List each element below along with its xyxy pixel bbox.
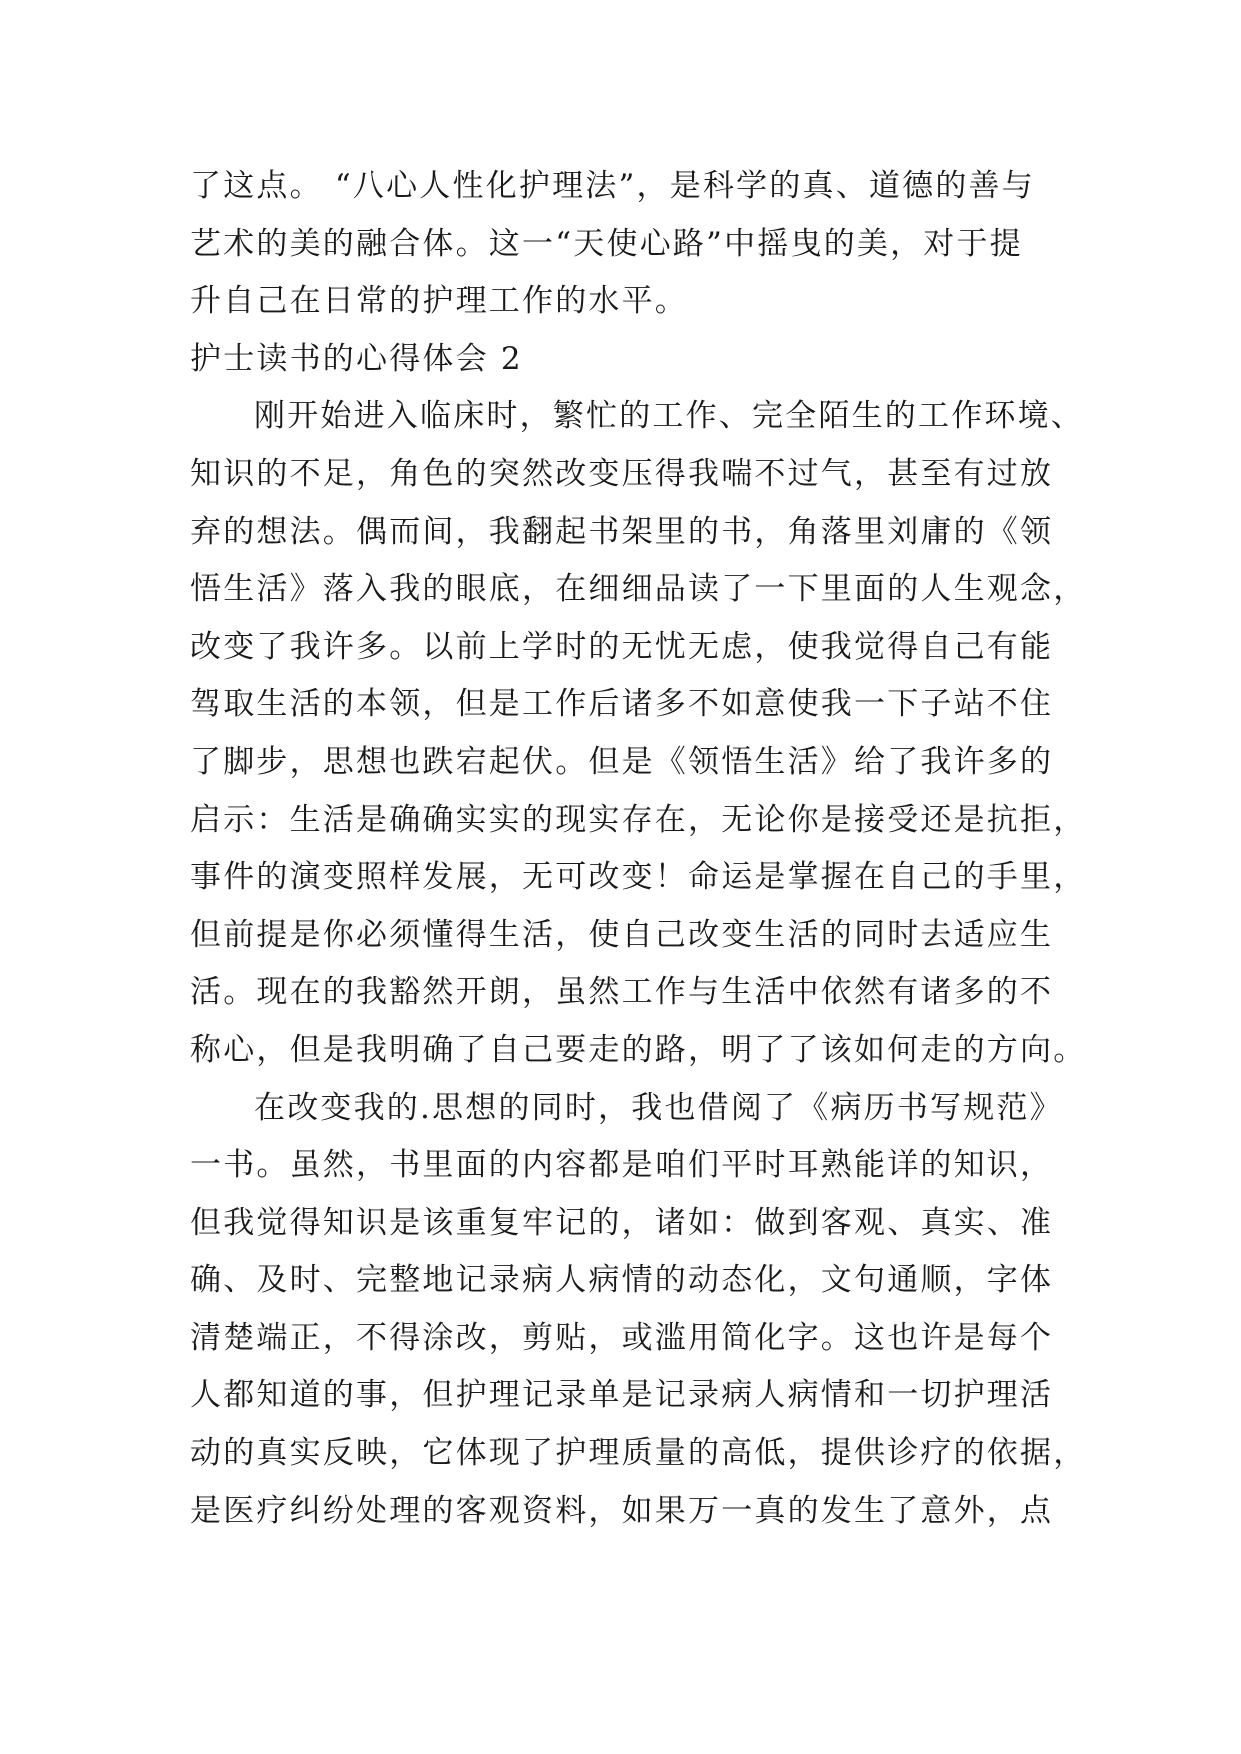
- text-line: 清楚端正，不得涂改，剪贴，或滥用简化字。这也许是每个: [190, 1319, 1054, 1356]
- text-line: 了这点。 “八心人性化护理法”，是科学的真、道德的善与: [190, 168, 1035, 204]
- text-line: 启示：生活是确确实实的现实存在，无论你是接受还是抗拒，: [190, 801, 1087, 838]
- text-line: 确、及时、完整地记录病人病情的动态化，文句通顺，字体: [190, 1262, 1054, 1299]
- text-line: 称心，但是我明确了自己要走的路，明了了该如何走的方向。: [190, 1031, 1087, 1068]
- text-line: 但我觉得知识是该重复牢记的，诸如：做到客观、真实、准: [190, 1204, 1054, 1241]
- text-line: 事件的演变照样发展，无可改变！命运是掌握在自己的手里，: [190, 859, 1087, 896]
- section-heading: 护士读书的心得体会 2: [190, 340, 523, 377]
- paragraph-first-line: 刚开始进入临床时，繁忙的工作、完全陌生的工作环境、: [254, 398, 1084, 435]
- text-line: 悟生活》落入我的眼底，在细细品读了一下里面的人生观念，: [190, 571, 1087, 608]
- text-line: 动的真实反映，它体现了护理质量的高低，提供诊疗的依据，: [190, 1435, 1087, 1472]
- text-line: 是医疗纠纷处理的客观资料，如果万一真的发生了意外，点: [190, 1492, 1054, 1529]
- text-line: 一书。虽然，书里面的内容都是咱们平时耳熟能详的知识，: [190, 1147, 1054, 1184]
- text-line: 改变了我许多。以前上学时的无忧无虑，使我觉得自己有能: [190, 628, 1054, 665]
- text-line: 人都知道的事，但护理记录单是记录病人病情和一切护理活: [190, 1377, 1054, 1414]
- body-text: [190, 158, 1087, 1540]
- text-line: 升自己在日常的护理工作的水平。: [190, 283, 688, 320]
- text-line: 驾取生活的本领，但是工作后诸多不如意使我一下子站不住: [190, 686, 1054, 723]
- text-line: 但前提是你必须懂得生活，使自己改变生活的同时去适应生: [190, 916, 1054, 953]
- text-line: 活。现在的我豁然开朗，虽然工作与生活中依然有诸多的不: [190, 974, 1054, 1011]
- text-line: 了脚步，思想也跌宕起伏。但是《领悟生活》给了我许多的: [190, 743, 1054, 780]
- paragraph-first-line: 在改变我的.思想的同时，我也借阅了《病历书写规范》: [254, 1089, 1063, 1126]
- text-line: 艺术的美的融合体。这一“天使心路”中摇曳的美，对于提: [190, 225, 1023, 262]
- text-line: 弃的想法。偶而间，我翻起书架里的书，角落里刘庸的《领: [190, 513, 1054, 550]
- text-line: 知识的不足，角色的突然改变压得我喘不过气，甚至有过放: [190, 455, 1054, 492]
